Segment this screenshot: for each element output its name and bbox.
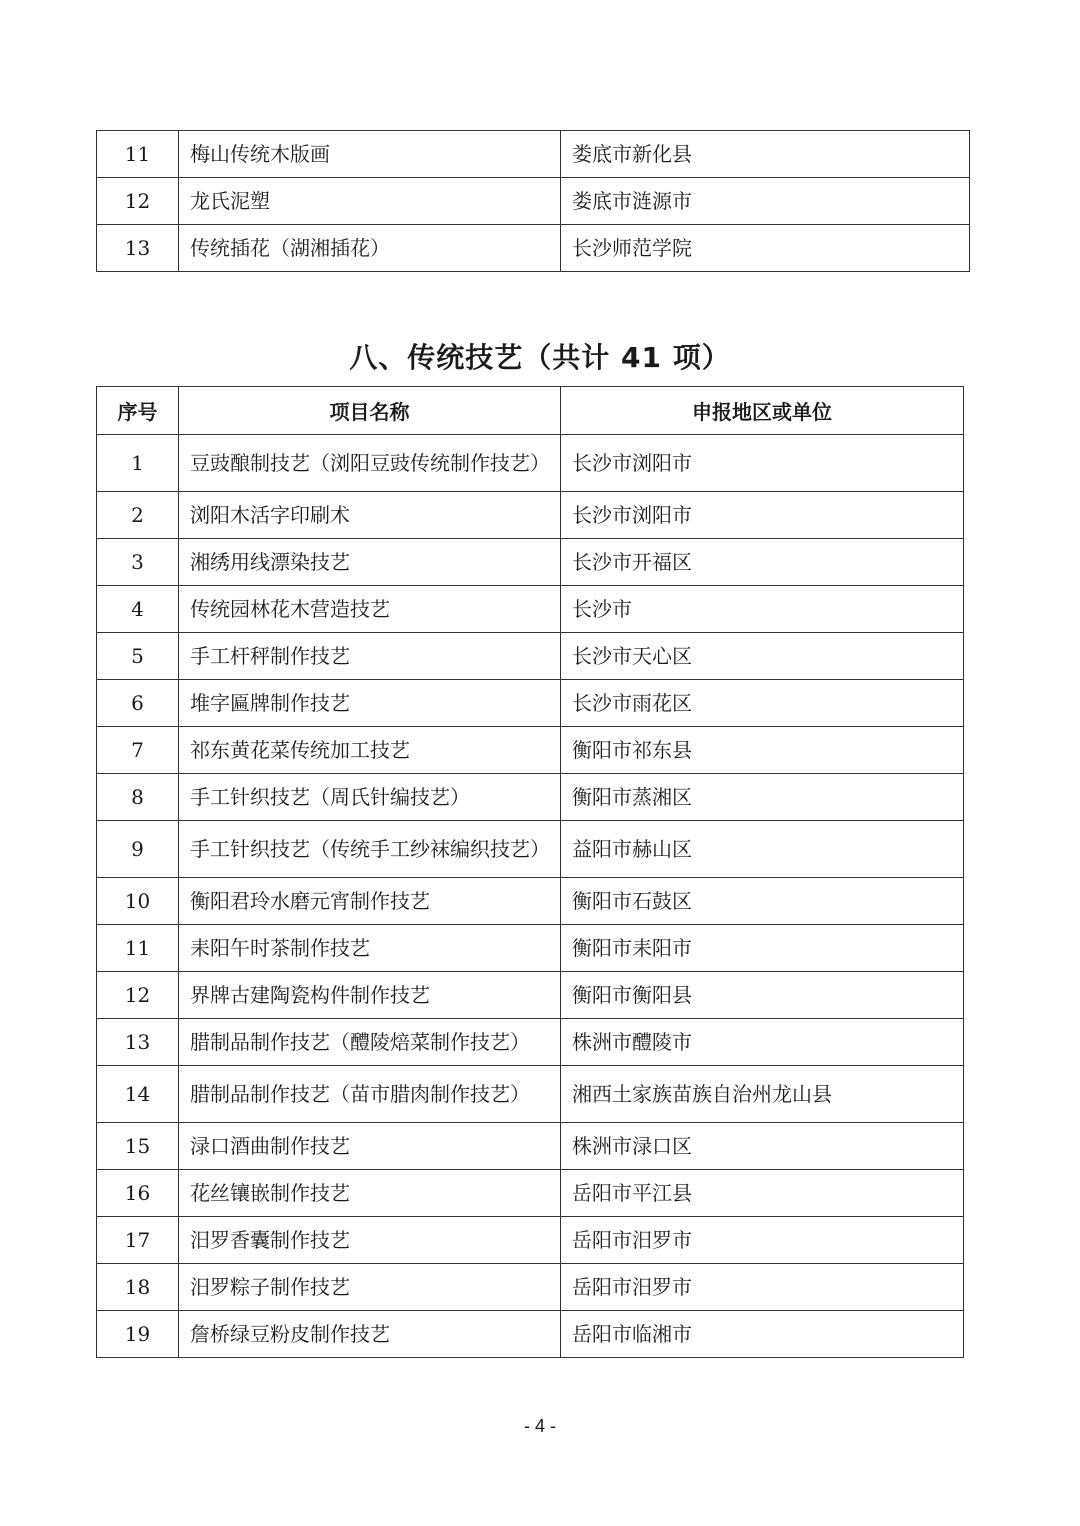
table-row xyxy=(97,1170,964,1217)
table-row xyxy=(97,972,964,1019)
project-name: 传统插花（湖湘插花） xyxy=(179,225,561,272)
region-unit: 衡阳市衡阳县 xyxy=(561,972,964,1019)
region-unit: 湘西土家族苗族自治州龙山县 xyxy=(561,1066,964,1123)
row-number: 1 xyxy=(97,435,179,492)
region-unit: 娄底市涟源市 xyxy=(561,178,970,225)
table-row xyxy=(97,1019,964,1066)
row-number: 6 xyxy=(97,680,179,727)
table-row xyxy=(97,225,970,272)
region-unit: 益阳市赫山区 xyxy=(561,821,964,878)
table-row xyxy=(97,586,964,633)
column-header-region: 申报地区或单位 xyxy=(561,387,964,435)
project-name: 手工针织技艺（传统手工纱袜编织技艺） xyxy=(179,821,561,878)
project-name: 汨罗粽子制作技艺 xyxy=(179,1264,561,1311)
table-row xyxy=(97,1217,964,1264)
traditional-crafts-table xyxy=(96,386,964,1358)
project-name: 祁东黄花菜传统加工技艺 xyxy=(179,727,561,774)
region-unit: 衡阳市蒸湘区 xyxy=(561,774,964,821)
table-row xyxy=(97,178,970,225)
row-number: 7 xyxy=(97,727,179,774)
project-name: 界牌古建陶瓷构件制作技艺 xyxy=(179,972,561,1019)
row-number: 8 xyxy=(97,774,179,821)
continued-table xyxy=(96,130,970,272)
region-unit: 岳阳市汨罗市 xyxy=(561,1264,964,1311)
region-unit: 长沙师范学院 xyxy=(561,225,970,272)
region-unit: 岳阳市汨罗市 xyxy=(561,1217,964,1264)
project-name: 腊制品制作技艺（醴陵焙菜制作技艺） xyxy=(179,1019,561,1066)
region-unit: 衡阳市耒阳市 xyxy=(561,925,964,972)
row-number: 2 xyxy=(97,492,179,539)
table-row xyxy=(97,925,964,972)
project-name: 花丝镶嵌制作技艺 xyxy=(179,1170,561,1217)
project-name: 龙氏泥塑 xyxy=(179,178,561,225)
row-number: 12 xyxy=(97,178,179,225)
row-number: 13 xyxy=(97,225,179,272)
region-unit: 长沙市浏阳市 xyxy=(561,492,964,539)
region-unit: 长沙市雨花区 xyxy=(561,680,964,727)
row-number: 4 xyxy=(97,586,179,633)
row-number: 14 xyxy=(97,1066,179,1123)
project-name: 梅山传统木版画 xyxy=(179,131,561,178)
row-number: 3 xyxy=(97,539,179,586)
project-name: 手工针织技艺（周氏针编技艺） xyxy=(179,774,561,821)
table-row xyxy=(97,492,964,539)
row-number: 5 xyxy=(97,633,179,680)
project-name: 衡阳君玲水磨元宵制作技艺 xyxy=(179,878,561,925)
table-row xyxy=(97,1264,964,1311)
row-number: 11 xyxy=(97,131,179,178)
project-name: 耒阳午时茶制作技艺 xyxy=(179,925,561,972)
table-row xyxy=(97,774,964,821)
table-row xyxy=(97,680,964,727)
region-unit: 岳阳市平江县 xyxy=(561,1170,964,1217)
row-number: 10 xyxy=(97,878,179,925)
region-unit: 长沙市开福区 xyxy=(561,539,964,586)
table-row xyxy=(97,821,964,878)
table-header-row xyxy=(97,387,964,435)
table-row xyxy=(97,435,964,492)
project-name: 浏阳木活字印刷术 xyxy=(179,492,561,539)
region-unit: 株洲市渌口区 xyxy=(561,1123,964,1170)
region-unit: 娄底市新化县 xyxy=(561,131,970,178)
project-name: 手工杆秤制作技艺 xyxy=(179,633,561,680)
section-title: 八、传统技艺（共计 41 项） xyxy=(349,341,731,374)
row-number: 11 xyxy=(97,925,179,972)
region-unit: 长沙市 xyxy=(561,586,964,633)
project-name: 腊制品制作技艺（苗市腊肉制作技艺） xyxy=(179,1066,561,1123)
table-row xyxy=(97,539,964,586)
row-number: 17 xyxy=(97,1217,179,1264)
project-name: 汨罗香囊制作技艺 xyxy=(179,1217,561,1264)
table-row xyxy=(97,1311,964,1358)
project-name: 豆豉酿制技艺（浏阳豆豉传统制作技艺） xyxy=(179,435,561,492)
region-unit: 衡阳市祁东县 xyxy=(561,727,964,774)
row-number: 16 xyxy=(97,1170,179,1217)
table-row xyxy=(97,727,964,774)
column-header-project-name: 项目名称 xyxy=(179,387,561,435)
project-name: 湘绣用线漂染技艺 xyxy=(179,539,561,586)
table-row xyxy=(97,878,964,925)
column-header-number: 序号 xyxy=(97,387,179,435)
region-unit: 岳阳市临湘市 xyxy=(561,1311,964,1358)
row-number: 12 xyxy=(97,972,179,1019)
region-unit: 长沙市浏阳市 xyxy=(561,435,964,492)
project-name: 堆字匾牌制作技艺 xyxy=(179,680,561,727)
row-number: 15 xyxy=(97,1123,179,1170)
region-unit: 衡阳市石鼓区 xyxy=(561,878,964,925)
project-name: 渌口酒曲制作技艺 xyxy=(179,1123,561,1170)
table-row xyxy=(97,131,970,178)
row-number: 13 xyxy=(97,1019,179,1066)
row-number: 19 xyxy=(97,1311,179,1358)
page-number: - 4 - xyxy=(523,1416,556,1436)
table-row xyxy=(97,1066,964,1123)
region-unit: 长沙市天心区 xyxy=(561,633,964,680)
row-number: 18 xyxy=(97,1264,179,1311)
region-unit: 株洲市醴陵市 xyxy=(561,1019,964,1066)
table-row xyxy=(97,633,964,680)
project-name: 传统园林花木营造技艺 xyxy=(179,586,561,633)
table-row xyxy=(97,1123,964,1170)
project-name: 詹桥绿豆粉皮制作技艺 xyxy=(179,1311,561,1358)
row-number: 9 xyxy=(97,821,179,878)
